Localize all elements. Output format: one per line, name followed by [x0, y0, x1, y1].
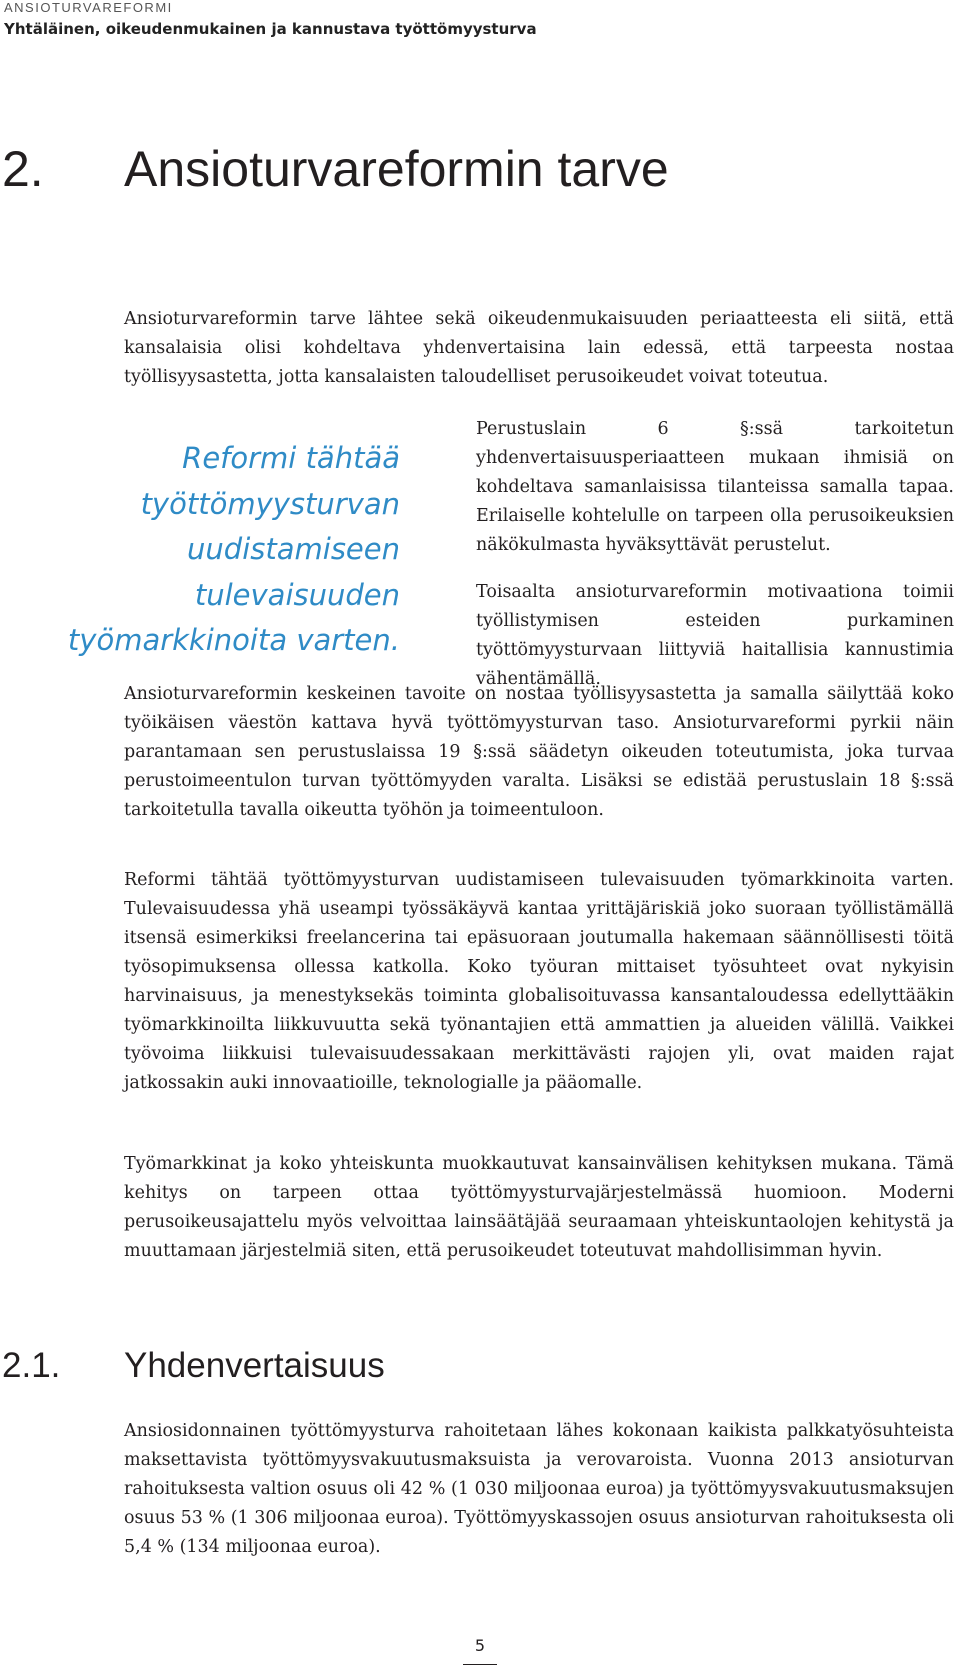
- subsection-title: Yhdenvertaisuus: [124, 1346, 385, 1385]
- page-number-rule: [463, 1664, 497, 1665]
- page-number: 5: [474, 1636, 486, 1655]
- running-header-title: Yhtäläinen, oikeudenmukainen ja kannustava työttömyysturva: [4, 20, 537, 38]
- paragraph-intro: Ansioturvareformin tarve lähtee sekä oikeudenmukaisuuden periaatteesta eli siitä, että kansalaisia olisi kohdeltava yhdenvertaisina lain edessä, että tarpeesta nostaa työllisyysastetta, jotta kansalaisten taloudelliset perusoikeudet voivat toteutua.: [124, 309, 954, 387]
- section-title: Ansioturvareformin tarve: [124, 141, 669, 197]
- paragraph-main-goal: Ansioturvareformin keskeinen tavoite on nostaa työllisyysastetta ja samalla säilyttää koko työikäisen väestön kattava hyvä työttömyysturvan taso. Ansioturvareformi pyrkii näin parantamaan sen perustuslaissa 19 §:ssä säädetyn oikeuden toteutumista, joka turvaa perustoimeentulon turvan työttömyyden varalta. Lisäksi se edistää perustuslain 18 §:ssä tarkoitetulla tavalla oikeutta työhön ja toimeentuloon.: [124, 684, 954, 820]
- paragraph-motivation: Toisaalta ansioturvareformin motivaationa toimii työllistymisen esteiden purkaminen työttömyysturvaan liittyviä haitallisia kannustimia vähentämällä.: [476, 582, 954, 689]
- running-header-label: ANSIOTURVAREFORMI: [4, 0, 173, 15]
- paragraph-society-change: Työmarkkinat ja koko yhteiskunta muokkautuvat kansainvälisen kehityksen mukana. Tämä kehitys on tarpeen ottaa työttömyysturvajärjestelmässä huomioon. Moderni perusoikeusajattelu myös velvoittaa lainsäätäjää seuraamaan yhteiskuntaolojen kehitystä ja muuttamaan järjestelmiä siten, että perusoikeudet toteutuvat mahdollisimman hyvin.: [124, 1154, 954, 1261]
- pull-quote: Reformi tähtää työttömyysturvan uudistamiseen tulevaisuuden työmarkkinoita varten.: [67, 441, 400, 657]
- paragraph-future-labour-market: Reformi tähtää työttömyysturvan uudistamiseen tulevaisuuden työmarkkinoita varten. Tulevaisuudessa yhä useampi työssäkäyvä kantaa yrittäjäriskiä joko suoraan työllistämällä itsensä esimerkiksi freelancerina tai epäsuoraan joutumalla hakemaan säännöllisesti töitä työsopimuksensa ollessa katkolla. Koko työuran mittaiset työsuhteet ovat nykyisin harvinaisuus, ja menestyksekäs toiminta globalisoituvassa kansantaloudessa edellyttääkin työmarkkinoilta liikkuvuutta sekä työnantajien että ammattien ja alueiden välillä. Vaikkei työvoima liikkuisi tulevaisuudessakaan merkittävästi rajojen yli, ovat maiden rajat jatkossakin auki innovaatioille, teknologialle ja pääomalle.: [124, 870, 954, 1093]
- subsection-number: 2.1.: [2, 1346, 61, 1385]
- paragraph-perustuslaki-6: Perustuslain 6 §:ssä tarkoitetun yhdenvertaisuusperiaatteen mukaan ihmisiä on kohdeltava samanlaisissa tilanteissa samalla tapaa. Erilaiselle kohtelulle on tarpeen olla perusoikeuksien näkökulmasta hyväksyttävät perustelut.: [476, 419, 954, 555]
- paragraph-financing: Ansiosidonnainen työttömyysturva rahoitetaan lähes kokonaan kaikista palkkatyösuhteista maksettavista työttömyysvakuutusmaksuista ja verovaroista. Vuonna 2013 ansioturvan rahoituksesta valtion osuus oli 42 % (1 030 miljoonaa euroa) ja työttömyysvakuutusmaksujen osuus 53 % (1 306 miljoonaa euroa). Työttömyyskassojen osuus ansioturvan rahoituksesta oli 5,4 % (134 miljoonaa euroa).: [124, 1421, 954, 1557]
- section-number: 2.: [2, 141, 44, 197]
